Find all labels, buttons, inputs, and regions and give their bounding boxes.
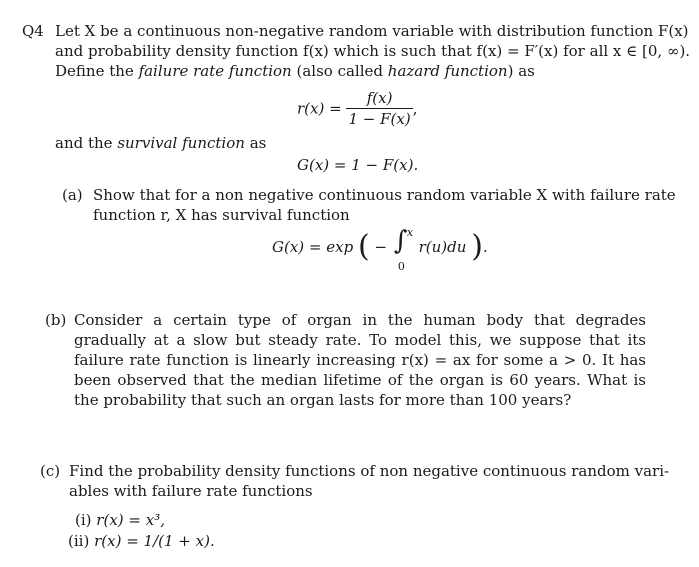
part-c-line-1: Find the probability density functions of non negative continuous random vari- xyxy=(69,462,670,480)
hazard-term: hazard function xyxy=(387,62,508,80)
survival-line xyxy=(55,133,266,153)
list-item xyxy=(68,531,215,551)
part-c-label: (c) xyxy=(40,462,61,480)
item-ii-expr: r(x) = 1/(1 + x). xyxy=(94,532,215,550)
intro-line-1: Let X be a continuous non-negative random variable with distribution function F(x) xyxy=(55,22,689,40)
part-b-label: (b) xyxy=(45,311,67,329)
rate-fraction xyxy=(346,88,412,129)
part-a-line-2: function r, X has survival function xyxy=(93,206,350,224)
part-a-line-1: Show that for a non negative continuous random variable X with failure rate xyxy=(93,186,676,204)
integral-glyph: ∫ xyxy=(393,226,408,256)
exp-close-paren: ) xyxy=(471,229,483,264)
integral-upper: x xyxy=(406,226,414,239)
intro-line-2: and probability density function f(x) which is such that f(x) = F′(x) for all x ∈ [0, ∞). xyxy=(55,42,691,60)
failure-rate-term: failure rate function xyxy=(138,62,292,80)
list-item xyxy=(75,510,165,530)
rate-denominator: 1 − F(x) xyxy=(348,110,411,128)
intro-line-3-mid: (also called xyxy=(296,62,384,80)
exp-lhs: G(x) = exp xyxy=(272,238,354,256)
survival-equation: G(x) = 1 − F(x). xyxy=(297,156,419,174)
survival-post: as xyxy=(249,134,267,152)
intro-line-3-pre: Define the xyxy=(55,62,134,80)
part-a-label: (a) xyxy=(62,186,83,204)
rate-tail: , xyxy=(412,99,418,118)
part-b-text: Consider a certain type of organ in the human body that degrades gradually at a slow but steady rate. To model this, we suppose that its failure rate function is linearly increasing r(x) = ax for some a > 0. It has been observed that the median lifetime of the organ is 60 years. What is the probability that such an organ lasts for more than 100 years? xyxy=(74,311,646,409)
rate-equation xyxy=(297,88,417,129)
survival-exp-equation xyxy=(272,227,488,275)
item-i-expr: r(x) = x³, xyxy=(96,511,165,529)
rate-lhs: r(x) = xyxy=(297,99,342,118)
exp-open-paren: ( xyxy=(357,229,370,264)
rate-numerator: f(x) xyxy=(366,89,393,107)
survival-pre: and the xyxy=(55,134,113,152)
item-i-label: (i) xyxy=(75,511,92,529)
question-label: Q4 xyxy=(22,22,44,40)
intro-line-3 xyxy=(55,61,535,81)
integrand: r(u)du xyxy=(418,238,467,256)
integral-lower: 0 xyxy=(397,260,405,273)
part-c-line-2: ables with failure rate functions xyxy=(69,482,313,500)
intro-line-3-post: ) as xyxy=(507,62,535,80)
exp-minus: − xyxy=(374,238,388,256)
exp-tail: . xyxy=(482,238,488,256)
survival-term: survival function xyxy=(117,134,245,152)
item-ii-label: (ii) xyxy=(68,532,90,550)
integral-sign xyxy=(392,226,414,273)
